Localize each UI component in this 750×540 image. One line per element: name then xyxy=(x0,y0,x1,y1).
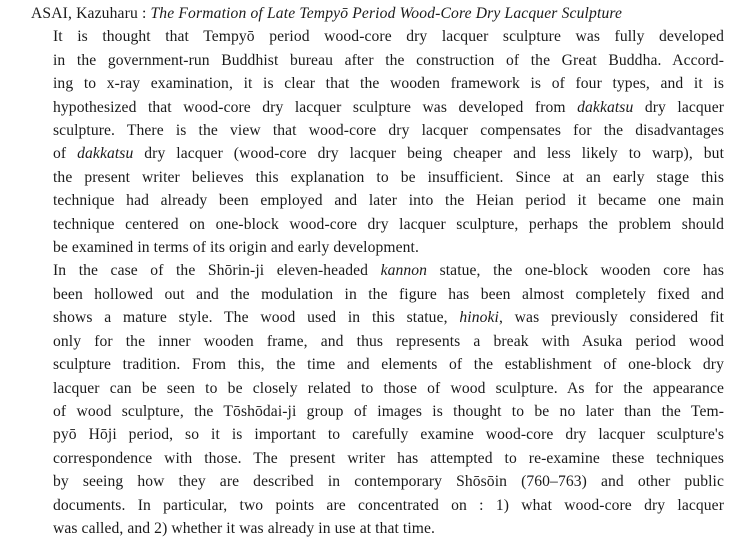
author-name: ASAI, Kazuharu : xyxy=(31,5,151,22)
paragraph xyxy=(38,259,724,540)
article-heading xyxy=(31,0,724,25)
text-line: In the case of the Shōrin-ji eleven-headed kannon statue, the one-block wooden core has xyxy=(53,262,724,280)
text-line: been hollowed out and the modulation in the figure has been almost completely fixed and xyxy=(53,285,724,303)
text-line: pyō Hōji period, so it is important to carefully examine wood-core dry lacquer sculpture's xyxy=(53,426,724,444)
article-title: The Formation of Late Tempyō Period Wood-Core Dry Lacquer Sculpture xyxy=(150,5,623,22)
text-line: of dakkatsu dry lacquer (wood-core dry lacquer being cheaper and less likely to warp), but xyxy=(53,145,724,163)
text-line: technique had already been employed and later into the Heian period it became one main xyxy=(53,192,724,210)
text-line: technique centered on one-block wood-core dry lacquer sculpture, perhaps the problem should xyxy=(53,215,724,233)
italic-term: dakkatsu xyxy=(77,145,134,163)
article-body xyxy=(38,25,724,540)
text-line: ing to x-ray examination, it is clear that the wooden framework is of four types, and it is xyxy=(53,75,724,93)
text-line: of wood sculpture, the Tōshōdai-ji group of images is thought to be no later than the Tem- xyxy=(53,402,724,420)
text-line: only for the inner wooden frame, and thus represents a break with Asuka period wood xyxy=(53,332,724,350)
text-line: sculpture tradition. From this, the time and elements of the establishment of one-block dry xyxy=(53,356,724,374)
paragraph xyxy=(38,25,724,259)
text-line: hypothesized that wood-core dry lacquer sculpture was developed from dakkatsu dry lacquer xyxy=(53,98,725,116)
italic-term: dakkatsu xyxy=(577,98,634,116)
italic-term: hinoki xyxy=(459,309,499,327)
text-line: It is thought that Tempyō period wood-core dry lacquer sculpture was fully developed xyxy=(53,28,724,46)
text-line: by seeing how they are described in contemporary Shōsōin (760–763) and other public xyxy=(53,473,724,491)
italic-term: kannon xyxy=(380,262,428,280)
text-line: sculpture. There is the view that wood-core dry lacquer compensates for the disadvantages xyxy=(53,122,724,140)
text-line: was called, and 2) whether it was already in use at that time. xyxy=(53,519,436,537)
text-line: shows a mature style. The wood used in this statue, hinoki, was previously considered fit xyxy=(53,309,725,327)
text-line: documents. In particular, two points are concentrated on : 1) what wood-core dry lacquer xyxy=(53,496,724,514)
text-line: correspondence with those. The present writer has attempted to re-examine these techniques xyxy=(53,449,724,467)
article xyxy=(31,0,725,540)
text-line: be examined in terms of its origin and early development. xyxy=(53,239,419,257)
text-line: lacquer can be seen to be closely related to those of wood sculpture. As for the appearance xyxy=(53,379,724,397)
text-line: the present writer believes this explanation to be insufficient. Since at an early stage this xyxy=(53,168,724,186)
text-line: in the government-run Buddhist bureau after the construction of the Great Buddha. Accord- xyxy=(53,51,724,69)
